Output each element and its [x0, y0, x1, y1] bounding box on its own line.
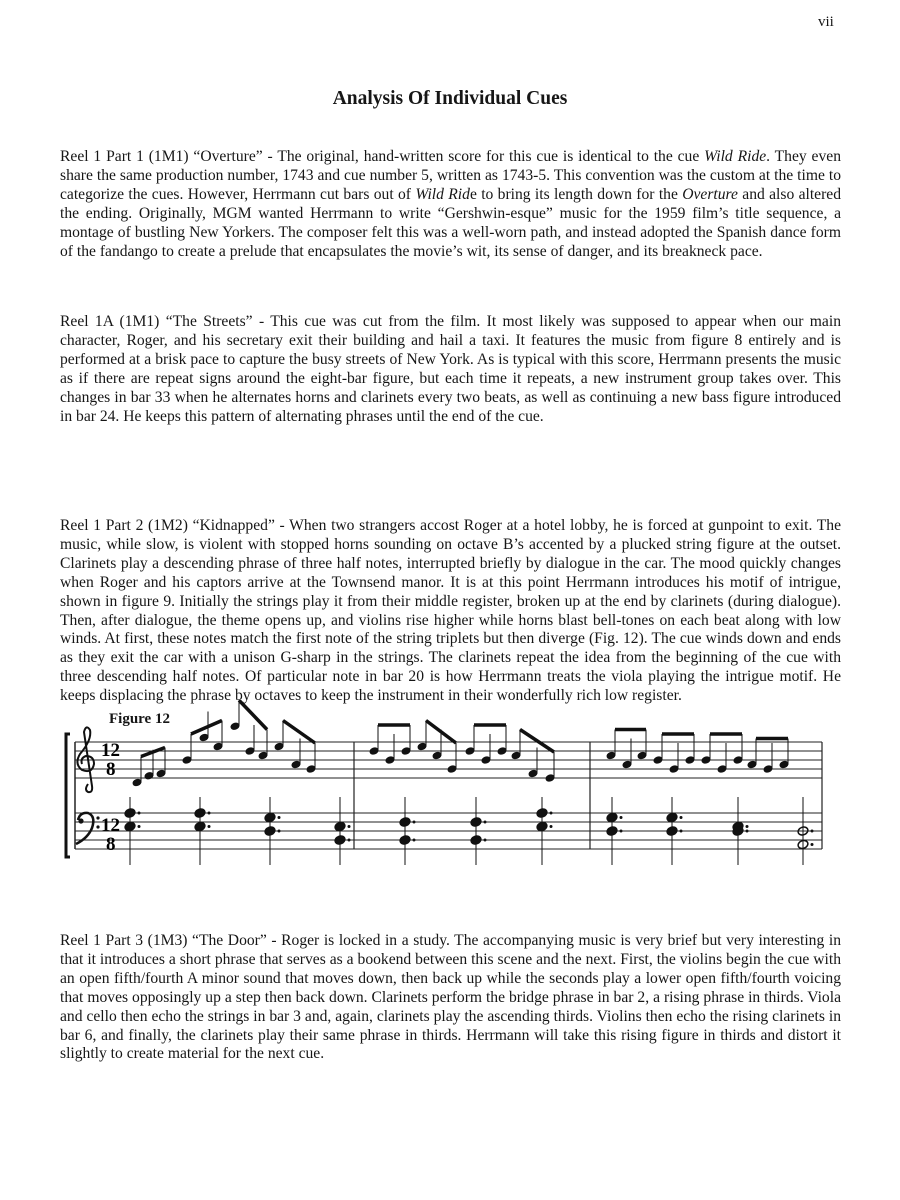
time-sig-top-treble: 12 — [101, 740, 120, 761]
paragraph-the-streets: Reel 1A (1M1) “The Streets” - This cue was cut from the film. It most likely was supposed to appear when our main character, Roger, and his secretary exit their building and hail a taxi. It features the music from figure 8 entirely and is performed at a brisk pace to capture the busy streets of New York. As is typical with this score, Herrmann presents the music as if there are repeat signs around the eight-bar figure, but each time it repeats, a new instrument group takes over. This changes in bar 33 when he alternates horns and clarinets every two beats, as well as continuing a new bass figure introduced in bar 24. He keeps this pattern of alternating phrases until the end of the cue. — [60, 313, 841, 425]
beam — [283, 721, 315, 744]
system-bracket — [66, 734, 70, 857]
dot — [413, 839, 416, 842]
dot — [811, 843, 814, 846]
paragraph-kidnapped: Reel 1 Part 2 (1M2) “Kidnapped” - When two strangers accost Roger at a hotel lobby, he is forced at gunpoint to exit. The music, while slow, is violent with stopped horns sounding on octave B’s accented by a plucked string figure at the outset. Clarinets play a descending phrase of three half notes, interrupted briefly by dialogue in the car. The mood quickly changes when Roger and his captors arrive at the Townsend manor. It is at this point Herrmann introduces his motif of intrigue, shown in figure 9. Initially the strings play it from their middle register, broken up at the end by clarinets (during dialogue). Then, after dialogue, the theme opens up, and violins rise higher while horns blast bell-tones on each beat along with low winds. At first, these notes match the first note of the string triplets but then diverge (Fig. 12). The cue winds down and ends as they exit the car with a unison G-sharp in the strings. The clarinets repeat the idea from the beginning of the cue with three descending half notes. Of particular note in bar 20 is how Herrmann treats the viola playing the intrigue motif. He keeps displacing the phrase by octaves to keep the instrument in their wonderfully rich low register. — [60, 517, 841, 705]
dot — [348, 839, 351, 842]
dot — [550, 825, 553, 828]
beam — [239, 700, 267, 729]
beam — [191, 721, 222, 735]
dot — [138, 825, 141, 828]
dot — [348, 825, 351, 828]
dot — [620, 830, 623, 833]
dot — [413, 821, 416, 824]
dot — [620, 816, 623, 819]
dot — [278, 816, 281, 819]
paragraph-overture: Reel 1 Part 1 (1M1) “Overture” - The original, hand-written score for this cue is identical to the cue Wild Ride. They even share the same production number, 1743 and cue number 5, written as 1743-5. This convention was the custom at the time to categorize the cues. However, Herrmann cut bars out of Wild Ride to bring its length down for the Overture and also altered the ending. Originally, MGM wanted Herrmann to write “Gershwin-esque” music for the 1959 film’s title sequence, a montage of bustling New Yorkers. The composer felt this was a well-worn path, and instead adopted the Spanish dance form of the fandango to create a prelude that encapsulates the movie’s wit, its sense of danger, and its breakneck pace. — [60, 148, 842, 260]
music-score-figure-12 — [0, 700, 900, 880]
figure-label: Figure 12 — [109, 711, 170, 727]
staves — [66, 734, 822, 857]
dot — [550, 812, 553, 815]
bass-clef-icon — [76, 813, 100, 844]
dot — [138, 812, 141, 815]
dot — [746, 825, 749, 828]
dot — [811, 830, 814, 833]
dot — [208, 825, 211, 828]
time-sig-bottom-bass: 8 — [106, 834, 116, 855]
dot — [278, 830, 281, 833]
dot — [484, 839, 487, 842]
dot — [746, 830, 749, 833]
paragraph-the-door: Reel 1 Part 3 (1M3) “The Door” - Roger is locked in a study. The accompanying music is very brief but very interesting in that it introduces a short phrase that serves as a bookend between this scene and the next. First, the violins begin the cue with an open fifth/fourth A minor sound that moves down, then back up while the seconds play a lower open fifth/fourth voicing that moves opposingly up a step then back down. Clarinets perform the bridge phrase in bar 2, a rising phrase in thirds. Viola and cello then echo the strings in bar 3 and, again, clarinets play the ascending thirds. Violins then echo the rising clarinets in bar 6, and finally, the clarinets play their same phrase in thirds. Herrmann will take this rising figure in thirds and distort it slightly to create material for the next cue. — [60, 932, 841, 1063]
dot — [680, 830, 683, 833]
time-sig-bottom-treble: 8 — [106, 759, 116, 780]
page-title: Analysis Of Individual Cues — [332, 88, 568, 109]
dot — [484, 821, 487, 824]
dot — [680, 816, 683, 819]
page-number: vii — [818, 14, 834, 30]
dot — [208, 812, 211, 815]
time-sig-top-bass: 12 — [101, 815, 120, 836]
